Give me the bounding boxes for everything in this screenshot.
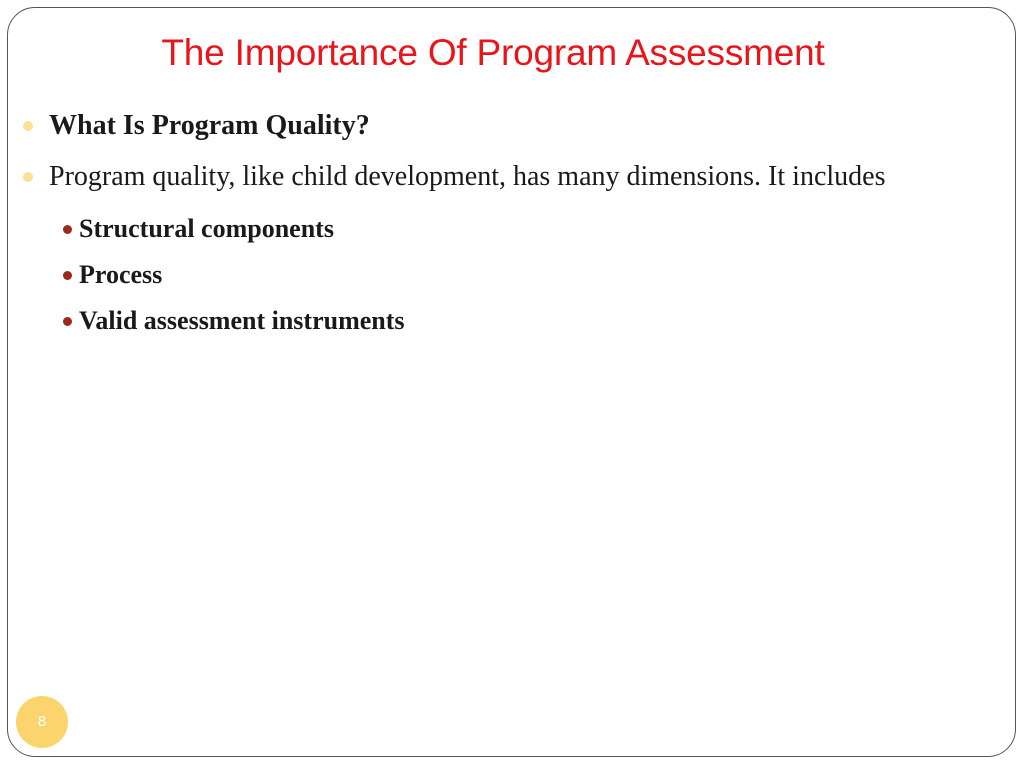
slide-body — [21, 104, 981, 344]
sub-bullet-text: Process — [79, 260, 163, 289]
bullet-item — [21, 155, 981, 199]
sub-bullet-item — [21, 252, 981, 298]
bullet-dot-icon — [23, 172, 33, 182]
slide-frame — [7, 7, 1016, 757]
sub-bullet-dot-icon — [63, 225, 72, 234]
sub-bullet-item — [21, 206, 981, 252]
sub-bullet-dot-icon — [63, 317, 72, 326]
bullet-text: Program quality, like child development, has many dimensions. It includes — [49, 161, 886, 192]
bullet-item — [21, 104, 981, 148]
sub-bullet-text: Valid assessment instruments — [79, 306, 405, 335]
sub-bullet-item — [21, 298, 981, 344]
page-number-badge: 8 — [16, 696, 68, 748]
sub-bullet-text: Structural components — [79, 214, 334, 243]
slide-title: The Importance Of Program Assessment — [161, 32, 825, 73]
bullet-text: What Is Program Quality? — [49, 110, 370, 141]
bullet-dot-icon — [23, 121, 33, 131]
sub-bullet-dot-icon — [63, 271, 72, 280]
